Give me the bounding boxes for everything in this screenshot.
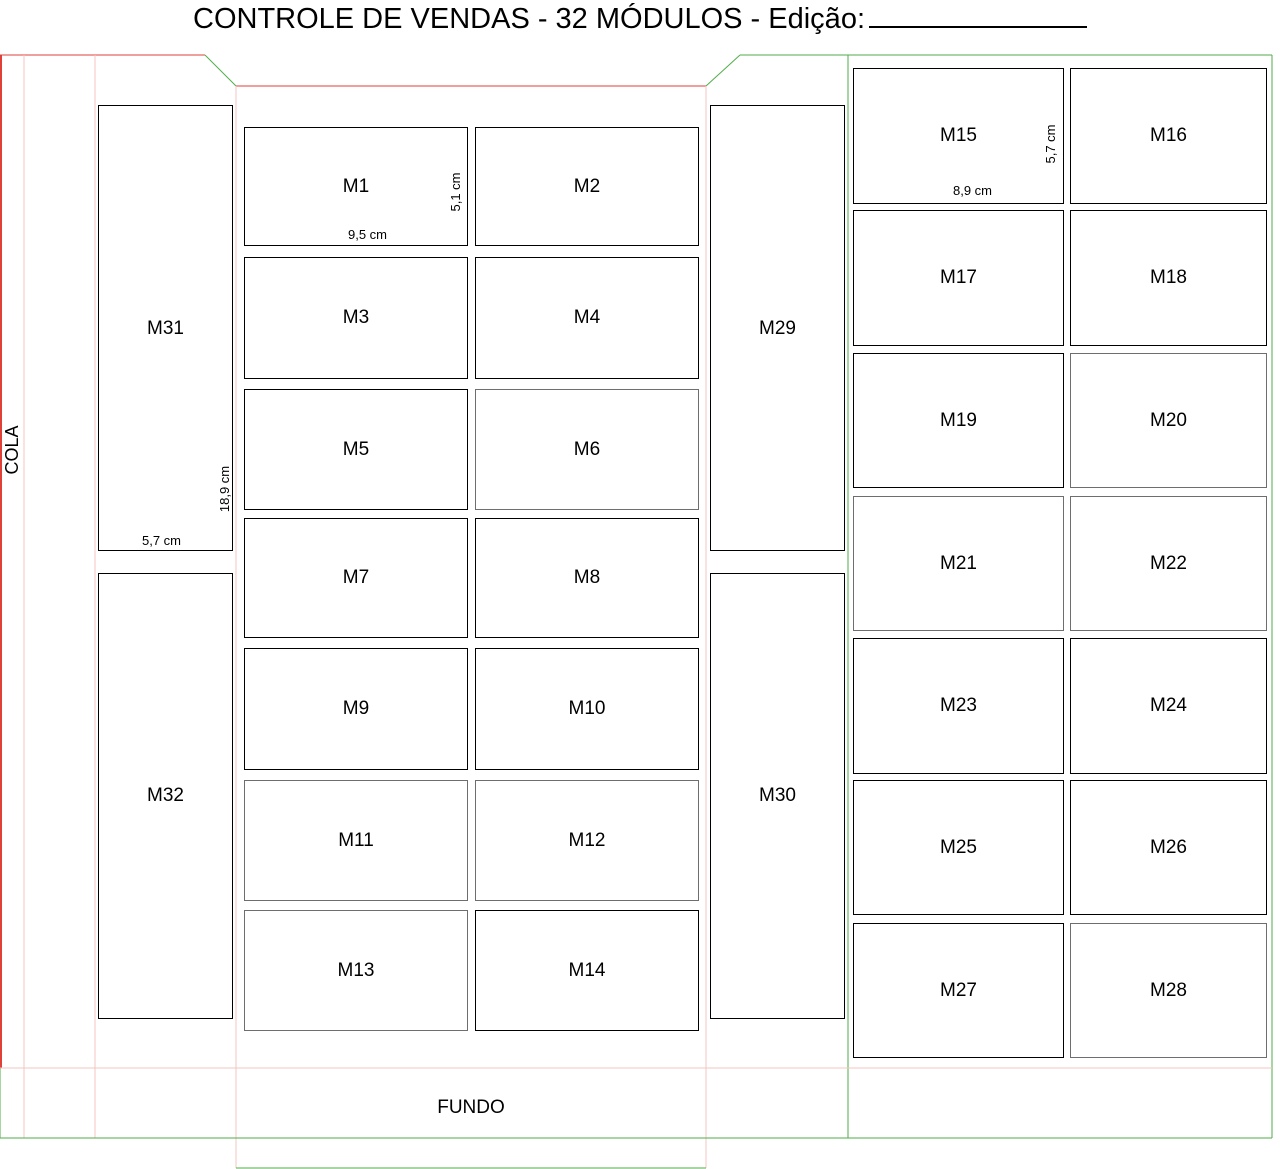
- module-m19: [853, 353, 1064, 488]
- m1-width-dimension: 9,5 cm: [348, 227, 388, 242]
- module-label: M32: [147, 785, 184, 806]
- bottom-panel-label: FUNDO: [437, 1097, 505, 1118]
- module-label: M27: [940, 979, 977, 1001]
- module-label: M21: [940, 552, 977, 574]
- module-m12: [475, 780, 699, 901]
- module-label: M9: [342, 698, 370, 719]
- module-m11: [244, 780, 468, 901]
- module-m10: [475, 648, 699, 770]
- module-m30: [710, 573, 845, 1019]
- module-label: M3: [342, 307, 370, 328]
- glue-flap-label: COLA: [2, 425, 22, 475]
- module-m3: [244, 257, 468, 379]
- top-notch-right: [706, 55, 740, 86]
- module-label: M5: [342, 438, 370, 460]
- module-label: M20: [1150, 409, 1187, 431]
- module-m24: [1070, 638, 1267, 774]
- module-m21: [853, 496, 1064, 631]
- module-m25: [853, 780, 1064, 915]
- module-label: M26: [1150, 836, 1187, 858]
- module-m32: [98, 573, 233, 1019]
- module-m7: [244, 518, 468, 638]
- m31-height-dimension: 18,9 cm: [217, 465, 232, 513]
- module-label: M17: [940, 267, 977, 288]
- module-m2: [475, 127, 699, 246]
- module-label: M4: [573, 307, 601, 328]
- top-notch-left: [205, 55, 236, 86]
- module-m20: [1070, 353, 1267, 488]
- module-m5: [244, 389, 468, 510]
- module-label: M8: [573, 567, 601, 588]
- module-label: M24: [1150, 695, 1187, 716]
- module-label: M31: [147, 318, 184, 339]
- module-m29: [710, 105, 845, 551]
- module-label: M11: [338, 829, 374, 851]
- module-label: M22: [1150, 552, 1187, 574]
- title-text: CONTROLE DE VENDAS - 32 MÓDULOS - Edição:: [193, 3, 865, 35]
- m31-width-dimension: 5,7 cm: [142, 533, 182, 548]
- module-label: M18: [1150, 267, 1187, 288]
- module-m27: [853, 923, 1064, 1058]
- module-label: M16: [1150, 125, 1187, 146]
- module-label: M14: [568, 959, 606, 981]
- module-m13: [244, 910, 468, 1031]
- module-label: M15: [940, 125, 977, 146]
- module-m26: [1070, 780, 1267, 915]
- module-label: M1: [342, 175, 370, 197]
- module-m17: [853, 210, 1064, 346]
- module-m18: [1070, 210, 1267, 346]
- m15-width-dimension: 8,9 cm: [953, 183, 993, 198]
- module-m9: [244, 648, 468, 770]
- module-label: M6: [573, 438, 601, 460]
- module-label: M29: [759, 318, 796, 339]
- module-m14: [475, 910, 699, 1031]
- module-m28: [1070, 923, 1267, 1058]
- module-label: M12: [568, 829, 606, 851]
- module-label: M7: [342, 567, 370, 588]
- module-m16: [1070, 68, 1267, 204]
- module-m4: [475, 257, 699, 379]
- module-label: M25: [940, 836, 977, 858]
- module-label: M28: [1150, 979, 1187, 1001]
- m15-height-dimension: 5,7 cm: [1043, 124, 1058, 164]
- m1-height-dimension: 5,1 cm: [448, 172, 463, 212]
- module-m8: [475, 518, 699, 638]
- module-m6: [475, 389, 699, 510]
- module-label: M2: [573, 175, 601, 197]
- module-label: M13: [337, 959, 375, 981]
- module-m31: [98, 105, 233, 551]
- module-m23: [853, 638, 1064, 774]
- module-label: M23: [940, 695, 977, 716]
- module-label: M10: [568, 698, 606, 719]
- module-m22: [1070, 496, 1267, 631]
- module-label: M19: [940, 409, 977, 431]
- module-label: M30: [759, 785, 796, 806]
